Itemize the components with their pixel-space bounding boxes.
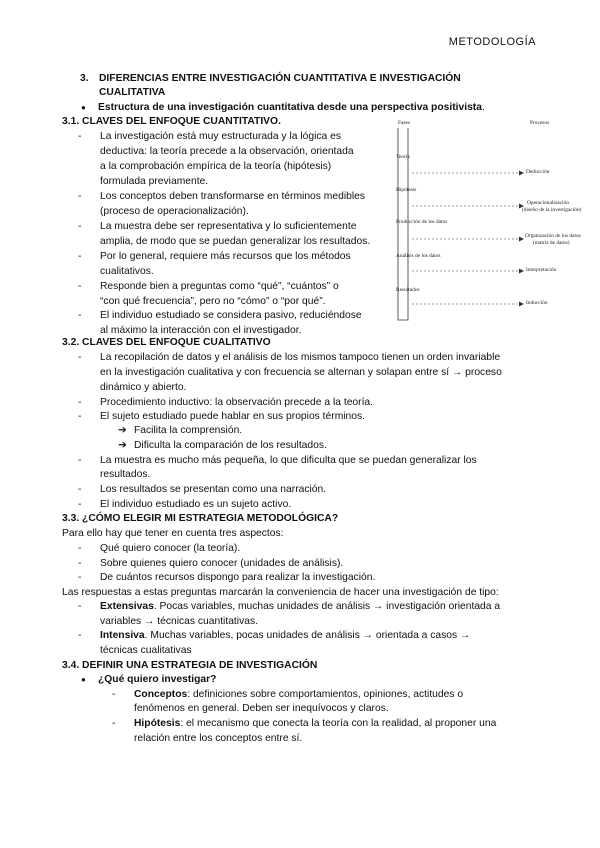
s31-line: - Los conceptos deben transformarse en términos medibles <box>100 190 365 205</box>
s32-line: - La muestra es mucho más pequeña, lo que dificulta que se puedan generalizar los <box>100 454 477 469</box>
arrowhead <box>519 171 524 176</box>
s31-line: a la comprobación empírica de la teoría (hipótesis) <box>100 161 332 172</box>
page-header-title: METODOLOGÍA <box>448 36 536 48</box>
s34-hypothesis-line2: relación entre los conceptos entre sí. <box>134 733 303 744</box>
s34-concepts-line2: fenómenos en general. Deben ser inequívocos y claros. <box>134 703 389 714</box>
arrowhead <box>519 269 524 274</box>
s32-line: - Procedimiento inductivo: la observación precede a la teoría. <box>100 396 373 411</box>
diagram-col-right: Procesos <box>530 120 550 126</box>
process-label: Organización de los datos <box>525 233 581 239</box>
process-label: Inducción <box>526 300 548 306</box>
section-3-3-heading: 3.3. ¿CÓMO ELEGIR MI ESTRATEGIA METODOLÓGICA? <box>62 513 339 524</box>
s32-sub-line: ➔ Dificulta la comparación de los resultados. <box>134 439 327 454</box>
s31-line: cualitativos. <box>100 266 154 277</box>
s31-line: - Responde bien a preguntas como “qué”, “cuántos” o <box>100 280 339 295</box>
s31-line: - El individuo estudiado se considera pasivo, reduciéndose <box>100 309 362 324</box>
section-3-title-line2: CUALITATIVA <box>99 87 166 98</box>
s31-line: - La investigación está muy estructurada y la lógica es <box>100 130 341 145</box>
arrowhead <box>519 237 524 242</box>
s33-aspect: - Qué quiero conocer (la teoría). <box>100 542 240 557</box>
phase-label: Análisis de los datos <box>396 253 441 259</box>
section-3-4-heading: 3.4. DEFINIR UNA ESTRATEGIA DE INVESTIGACIÓN <box>62 660 318 671</box>
s33-intro: Para ello hay que tener en cuenta tres aspectos: <box>62 528 284 539</box>
s31-line: deductiva: la teoría precede a la observación, orientada <box>100 146 354 157</box>
s32-line: - El individuo estudiado es un sujeto activo. <box>100 498 291 513</box>
positivist-structure-diagram <box>394 118 600 330</box>
s31-line: al máximo la interacción con el investigador. <box>100 325 302 336</box>
s32-line: - La recopilación de datos y el análisis de los mismos tampoco tienen un orden invariable <box>100 351 500 366</box>
phase-label: Producción de los datos <box>396 219 448 225</box>
phase-label: Resultados <box>396 287 420 293</box>
section-3-bullet: ● Estructura de una investigación cuantitativa desde una perspectiva positivista. <box>98 101 485 116</box>
s32-line: dinámico y abierto. <box>100 382 187 393</box>
phase-label: Hipótesis <box>396 187 417 193</box>
section-3-number: 3. <box>80 73 89 84</box>
s31-line: “con qué frecuencia”, pero no “cómo” o “por qué”. <box>100 296 326 307</box>
s33-intensive: - Intensiva. Muchas variables, pocas unidades de análisis → orientada a casos → <box>100 629 470 644</box>
s33-extensive: - Extensivas. Pocas variables, muchas unidades de análisis → investigación orientada a <box>100 600 500 615</box>
s31-line: - La muestra debe ser representativa y lo suficientemente <box>100 220 356 235</box>
s34-concepts: - Conceptos: definiciones sobre comportamientos, opiniones, actitudes o <box>134 688 463 703</box>
s32-line: - Los resultados se presentan como una narración. <box>100 483 326 498</box>
s33-intensive-line2: técnicas cualitativas <box>100 645 192 656</box>
s34-bullet: ● ¿Qué quiero investigar? <box>98 673 216 688</box>
diagram-col-left: Fases <box>398 120 410 126</box>
s32-sub-line: ➔ Facilita la comprensión. <box>134 424 242 439</box>
process-label: Deducción <box>526 169 550 175</box>
section-3-1-heading: 3.1. CLAVES DEL ENFOQUE CUANTITATIVO. <box>62 116 281 127</box>
arrowhead <box>519 302 524 307</box>
process-label: (diseño de la investigación) <box>522 207 582 213</box>
s33-conclusion: Las respuestas a estas preguntas marcarán la conveniencia de hacer una investigación de tipo: <box>62 587 499 598</box>
s33-aspect: - Sobre quienes quiero conocer (unidades de análisis). <box>100 557 343 572</box>
s33-aspect: - De cuántos recursos dispongo para realizar la investigación. <box>100 571 375 586</box>
s31-line: amplia, de modo que se puedan generalizar los resultados. <box>100 236 371 247</box>
phase-label: Teoría <box>396 154 410 160</box>
section-3-title-line1: DIFERENCIAS ENTRE INVESTIGACIÓN CUANTITATIVA E INVESTIGACIÓN <box>99 73 461 84</box>
s31-line: (proceso de operacionalización). <box>100 206 249 217</box>
s32-line: - El sujeto estudiado puede hablar en sus propios términos. <box>100 410 365 425</box>
process-label: (matriz de datos) <box>533 240 570 246</box>
process-label: Interpretación <box>526 267 557 273</box>
s33-extensive-line2: variables → técnicas cuantitativas. <box>100 616 258 627</box>
s32-line: resultados. <box>100 469 151 480</box>
process-label: Operacionalización <box>527 200 569 206</box>
section-3-2-heading: 3.2. CLAVES DEL ENFOQUE CUALITATIVO <box>62 337 271 348</box>
s32-line: en la investigación cualitativa y con frecuencia se alternan y solapan entre sí → proceso <box>100 367 502 378</box>
s34-hypothesis: - Hipótesis: el mecanismo que conecta la teoría con la realidad, al proponer una <box>134 717 496 732</box>
s31-line: - Por lo general, requiere más recursos que los métodos <box>100 250 351 265</box>
s31-line: formulada previamente. <box>100 176 209 187</box>
